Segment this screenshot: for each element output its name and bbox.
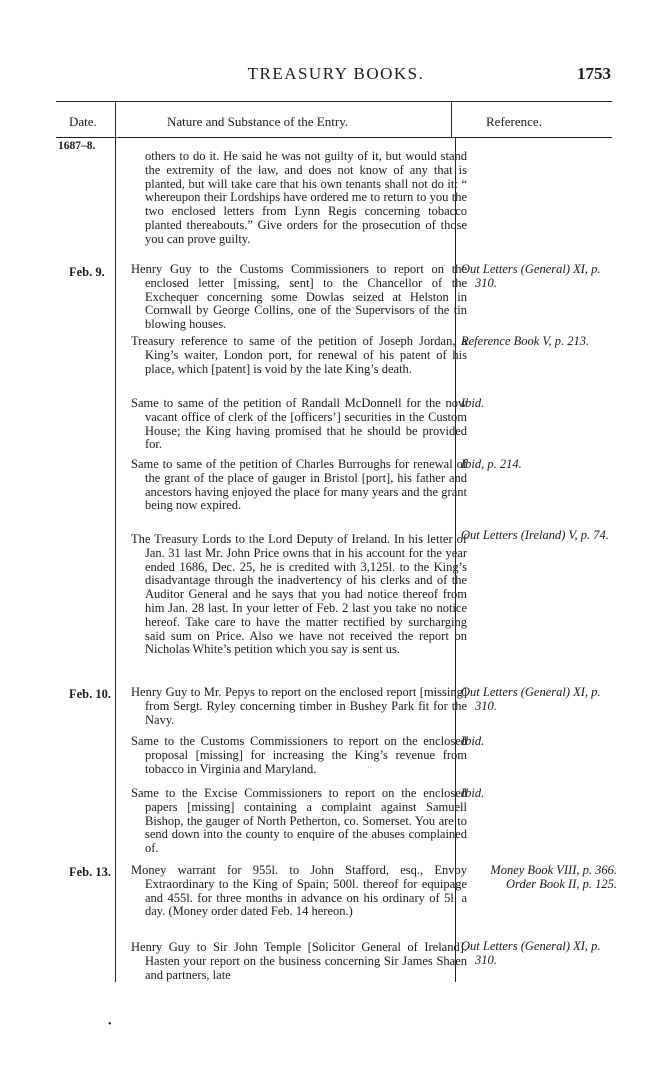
entry-text: Treasury reference to same of the petition of Joseph Jordan, a King’s waiter, London port, for renewal of his patent of his place, which [patent] is void by the late King’s death. [131,334,467,376]
table-head-rule [56,137,612,138]
entry-reference: Ibid, p. 214. [461,457,522,471]
date-feb-13: Feb. 13. [69,865,112,879]
entry-reference-secondary: Order Book II, p. 125. [506,877,617,891]
entry-reference: Ibid. [461,786,485,800]
entry-reference: Out Letters (Ireland) V, p. 74. [461,528,609,542]
column-header-entry: Nature and Substance of the Entry. [167,114,349,129]
table-top-rule [56,101,612,102]
column-divider-ref [451,101,452,137]
date-feb-9: Feb. 9. [69,265,105,279]
entry-text: Henry Guy to the Customs Commissioners to report on the enclosed letter [missing, sent] to the Chancellor of the Exchequer concerning some Dowlas seized at Helston in Cornwall by George Collins, one of the Supervisors of the tin blowing houses. [131,262,467,332]
entry-reference: Out Letters (General) XI, p. 310. [461,262,601,290]
entry-text: Same to the Excise Commissioners to report on the enclosed papers [missing] containing a complaint against Samuell Bishop, the gauger of North Petherton, co. Somerset. You are to send down into the county to enquire of the abuses complained of. [131,786,467,856]
date-feb-10: Feb. 10. [69,687,112,701]
year-label: 1687–8. [58,140,96,152]
entry-text: Same to same of the petition of Charles Burroughs for renewal of the grant of the place of gauger in Bristol [port], his father and ancestors having enjoyed the place for many years and the grant being now expired. [131,457,467,513]
entry-reference: Out Letters (General) XI, p. 310. [461,939,601,967]
entry-reference: Ibid. [461,734,485,748]
entry-reference: Reference Book V, p. 213. [461,334,590,348]
entry-text: Henry Guy to Mr. Pepys to report on the enclosed report [missing] from Sergt. Ryley concerning timber in Bushey Park fit for the Navy. [131,685,467,727]
entry-text: The Treasury Lords to the Lord Deputy of Ireland. In his letter of Jan. 31 last Mr. John Price owns that in his account for the year ended 1686, Dec. 25, he is credited with 3,125l. to the King’s disadvantage through the inadvertency of his clerks and of the Auditor General and he says that you had notice thereof from him Jan. 28 last. In your letter of Feb. 2 last you take no notice hereof. Take care to have the matter rectified by surcharging said sum on Price. Also we have not received the report on Nicholas White’s petition which you say is sent us. [131,532,467,657]
column-header-date: Date. [69,114,97,129]
entry-text: Same to the Customs Commissioners to report on the enclosed proposal [missing] for increasing the King’s revenue from tobacco in Virginia and Maryland. [131,734,467,776]
running-title: TREASURY BOOKS. [247,64,425,83]
footer-mark: • [108,1019,112,1030]
entry-reference: Money Book VIII, p. 366. [490,863,617,877]
entry-text: Henry Guy to Sir John Temple [Solicitor General of Ireland]. Hasten your report on the business concerning Sir James Shaen and partners, late [131,940,467,982]
column-divider-date-body [115,137,116,982]
column-header-reference: Reference. [486,114,542,129]
entry-reference: Out Letters (General) XI, p. 310. [461,685,601,713]
entry-text: others to do it. He said he was not guilty of it, but would stand the extremity of the law, and does not know of any that is planted, but will take care that his own tenants shall not do it: “ whereupon their Lordships have ordered me to return to you the two enclosed letters from Lynn Regis concerning tobacco planted thereabouts.” Give orders for the prosecution of those you can prove guilty. [145,149,467,246]
page-number: 1753 [577,64,611,83]
entry-text: Same to same of the petition of Randall McDonnell for the now vacant office of clerk of the [officers’] securities in the Custom House; the King having promised that he should be provided for. [131,396,467,452]
column-divider-date [115,101,116,137]
entry-reference: Ibid. [461,396,485,410]
entry-text: Money warrant for 955l. to John Stafford, esq., Envoy Extraordinary to the King of Spain; 500l. thereof for equipage and 455l. for three months in advance on his ordinary of 5l. a day. (Money order dated Feb. 14 hereon.) [131,863,467,919]
